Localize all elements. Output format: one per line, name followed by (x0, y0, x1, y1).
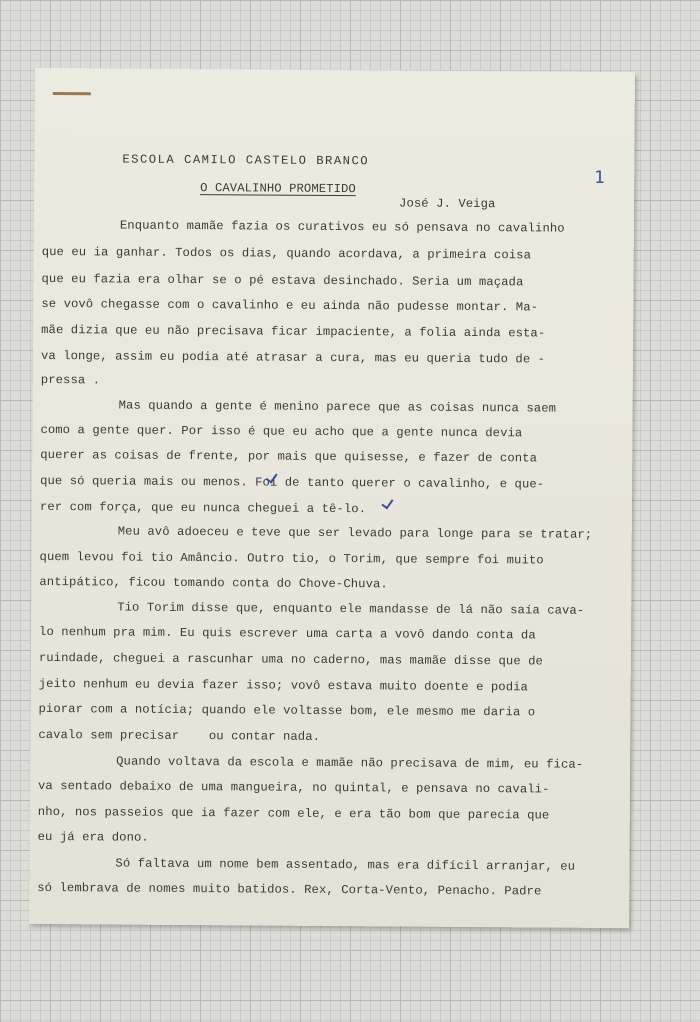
text-line: Tio Torim disse que, enquanto ele mandasse de lá não saía cava- (117, 600, 585, 618)
story-title: O CAVALINHO PROMETIDO (200, 181, 356, 197)
text-line: ruindade, cheguei a rascunhar uma no caderno, mas mamãe disse que de (38, 650, 544, 669)
author-name: José J. Veiga (399, 196, 496, 212)
text-line: quem levou foi tio Amâncio. Outro tio, o Torim, que sempre foi muito (39, 549, 544, 568)
typewritten-page (29, 68, 635, 928)
text-line: que só queria mais ou menos. Foi de tanto querer o cavalinho, e que- (40, 473, 545, 492)
text-line: va longe, assim eu podia até atrasar a cura, mas eu queria tudo de - (40, 348, 546, 367)
text-line: jeito nenhum eu devia fazer isso; vovô estava muito doente e podia (38, 676, 529, 695)
text-line: va sentado debaixo de uma mangueira, no quintal, e pensava no cavali- (37, 778, 550, 797)
text-line: Só faltava um nome bem assentado, mas era difícil arranjar, eu (115, 856, 576, 874)
text-line: querer as coisas de frente, por mais que quisesse, e fazer de conta (40, 447, 538, 466)
correction-checkmark (384, 495, 392, 505)
text-line: piorar com a notícia; quando ele voltasse bom, ele mesmo me daria o (38, 701, 536, 720)
school-header: ESCOLA CAMILO CASTELO BRANCO (122, 152, 370, 169)
text-line: que eu ia ganhar. Todos os dias, quando acordava, a primeira coisa (41, 244, 532, 263)
text-line: cavalo sem precisar ou contar nada. (38, 727, 321, 744)
page-number: 1 (594, 167, 606, 188)
text-line: Quando voltava da escola e mamãe não precisava de mim, eu fica- (116, 754, 584, 772)
text-line: como a gente quer. Por isso é que eu acho que a gente nunca devia (40, 422, 523, 441)
text-line: que eu fazia era olhar se o pé estava desinchado. Seria um maçada (41, 271, 524, 290)
text-line: lo nenhum pra mim. Eu quis escrever uma carta a vovô dando conta da (39, 624, 536, 643)
text-line: só lembrava de nomes muito batidos. Rex, Corta-Vento, Penacho. Padre (37, 880, 542, 899)
ink-mark (53, 92, 91, 95)
text-line: Enquanto mamãe fazia os curativos eu só pensava no cavalinho (119, 218, 565, 236)
text-line: Mas quando a gente é menino parece que as coisas nunca saem (118, 398, 557, 416)
text-line: eu já era dono. (37, 829, 149, 845)
text-line: mãe dizia que eu não precisava ficar impaciente, a folia ainda esta- (41, 322, 546, 341)
text-line: se vovô chegasse com o cavalinho e eu ainda não pudesse montar. Ma- (41, 296, 539, 315)
text-line: rer com força, que eu nunca cheguei a tê-lo. (39, 499, 367, 517)
correction-checkmark (268, 470, 276, 480)
text-line: Meu avô adoeceu e teve que ser levado para longe para se tratar; (117, 524, 593, 542)
text-line: nho, nos passeios que ia fazer com ele, e era tão bom que parecia que (37, 804, 550, 823)
text-line: pressa . (40, 372, 101, 388)
text-line: antipático, ficou tomando conta do Chove-Chuva. (39, 574, 388, 592)
